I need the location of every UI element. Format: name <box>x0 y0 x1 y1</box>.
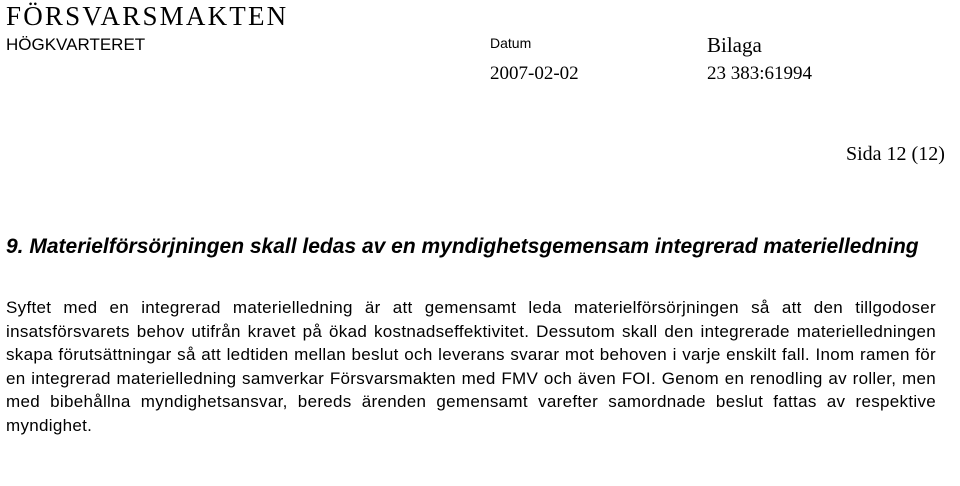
organization-name: FÖRSVARSMAKTEN <box>6 1 289 31</box>
date-value: 2007-02-02 <box>490 63 579 84</box>
appendix-value: 23 383:61994 <box>707 63 813 84</box>
page-number: Sida 12 (12) <box>846 143 945 165</box>
appendix-label: Bilaga <box>707 33 762 57</box>
section-body: Syftet med en integrerad materielledning är att gemensamt leda materielförsörjningen så att den tillgodoser insatsförsvarets behov utifrån kravet på ökad kostnadseffektivitet. Dessutom skall den integrerade materielledningen skapa förutsättningar så att ledtiden mellan beslut och leverans svarar mot behoven i varje enskilt fall. Inom ramen för en integrerad materielledning samverkar Försvarsmakten med FMV och även FOI. Genom en renodling av roller, men med bibehållna myndighetsansvar, bereds ärenden gemensamt varefter samordnade beslut fattas av respektive myndighet. <box>6 298 936 435</box>
date-label: Datum <box>490 35 532 51</box>
unit-name: HÖGKVARTERET <box>6 35 146 54</box>
section-heading: 9. Materielförsörjningen skall ledas av en myndighetsgemensam integrerad materielledning <box>6 235 919 258</box>
